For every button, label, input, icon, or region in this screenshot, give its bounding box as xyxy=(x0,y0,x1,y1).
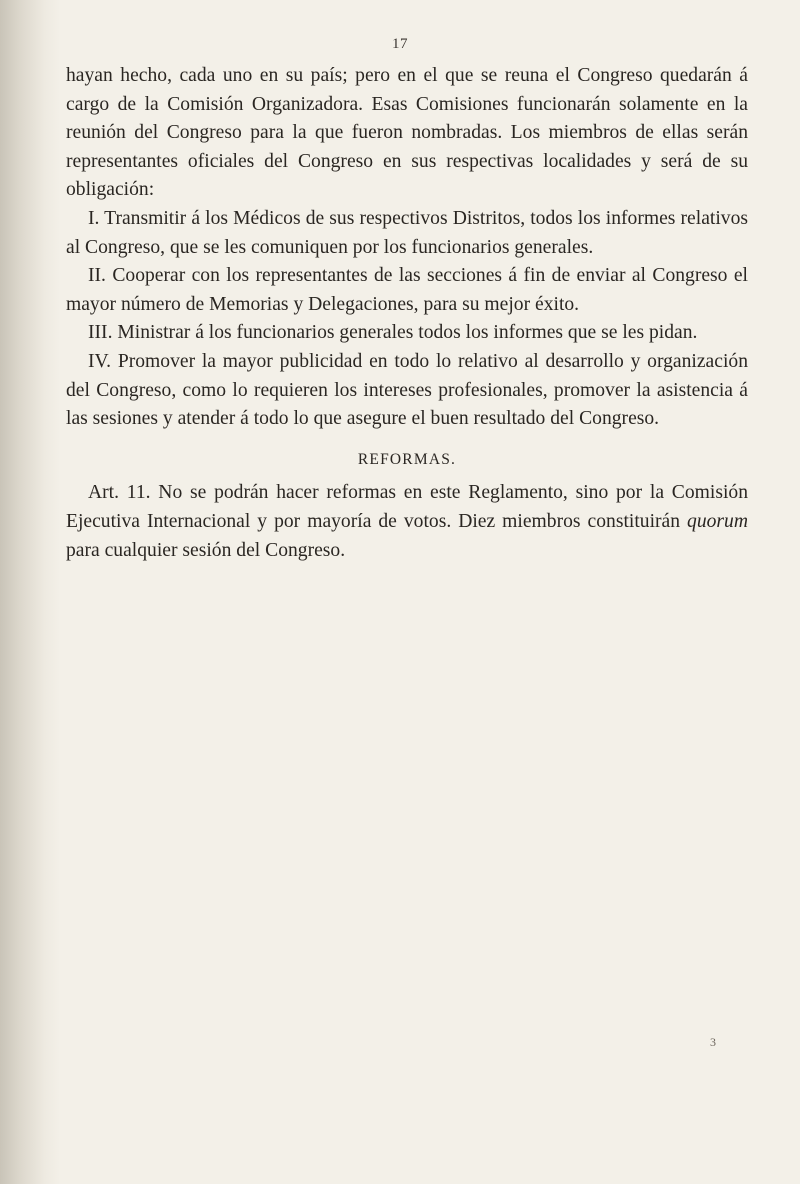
section-heading-reformas: REFORMAS. xyxy=(357,450,457,468)
article-11-text-start: Art. 11. No se podrán hacer reformas en este Reglamento, sino por la Comisión Ejecutiva Internacional y por mayoría de votos. Diez miembros constituirán xyxy=(66,482,748,532)
obligation-item-3: III. Ministrar á los funcionarios generales todos los informes que se les pidan. xyxy=(88,322,698,344)
article-11-paragraph xyxy=(66,479,748,565)
article-11-quorum-term: quorum xyxy=(687,510,748,532)
obligation-item-2: II. Cooperar con los representantes de las secciones á fin de enviar al Congreso el mayor número de Memorias y Delegaciones, para su mejor éxito. xyxy=(66,265,748,315)
continuation-paragraph: hayan hecho, cada uno en su país; pero en el que se reuna el Congreso quedarán á cargo de la Comisión Organizadora. Esas Comisiones funcionarán solamente en la reunión del Congreso para la que fueron nombradas. Los miembros de ellas serán representantes oficiales del Congreso en sus respectivas localidades y será de su obligación: xyxy=(66,65,748,201)
page-number: 17 xyxy=(392,36,408,52)
scan-binding-shadow xyxy=(0,0,60,1184)
page-body xyxy=(66,62,748,565)
obligation-item-4: IV. Promover la mayor publicidad en todo lo relativo al desarrollo y organización del Congreso, como lo requieren los intereses profesionales, promover la asistencia á las sesiones y atender á todo lo que asegure el buen resultado del Congreso. xyxy=(66,350,748,430)
obligation-item-1: I. Transmitir á los Médicos de sus respectivos Distritos, todos los informes relativos al Congreso, que se les comuniquen por los funcionarios generales. xyxy=(66,207,748,258)
article-11-text-end: para cualquier sesión del Congreso. xyxy=(66,539,346,561)
printer-signature-mark: 3 xyxy=(710,1035,716,1049)
